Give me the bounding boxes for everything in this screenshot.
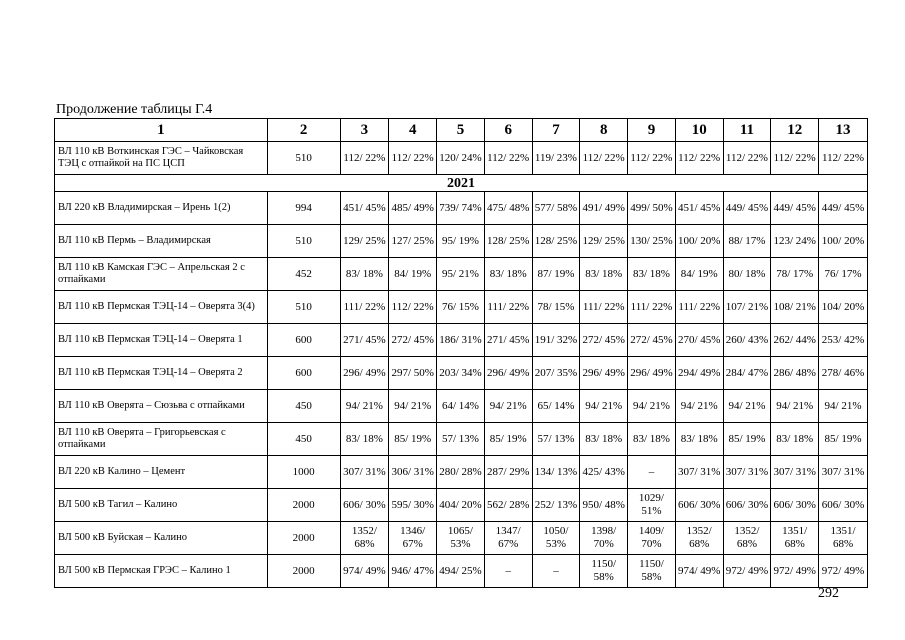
table-cell: 94/ 21%: [675, 390, 723, 423]
table-cell: 83/ 18%: [628, 423, 676, 456]
table-cell: 296/ 49%: [484, 357, 532, 390]
table-cell: 1000: [267, 456, 340, 489]
table-cell: 94/ 21%: [484, 390, 532, 423]
table-cell: 272/ 45%: [580, 324, 628, 357]
column-header-12: 12: [771, 119, 819, 142]
table-cell: 739/ 74%: [437, 192, 485, 225]
column-header-10: 10: [675, 119, 723, 142]
table-cell: 76/ 15%: [437, 291, 485, 324]
table-cell: 129/ 25%: [580, 225, 628, 258]
table-cell: 425/ 43%: [580, 456, 628, 489]
table-cell: 510: [267, 225, 340, 258]
table-cell: 491/ 49%: [580, 192, 628, 225]
table-cell: 85/ 19%: [389, 423, 437, 456]
table-cell: 499/ 50%: [628, 192, 676, 225]
table-cell: 450: [267, 423, 340, 456]
table-cell: 287/ 29%: [484, 456, 532, 489]
table-cell: 100/ 20%: [675, 225, 723, 258]
table-cell: 994: [267, 192, 340, 225]
table-cell: 296/ 49%: [628, 357, 676, 390]
table-cell: 450: [267, 390, 340, 423]
line-name-cell: ВЛ 110 кВ Пермская ТЭЦ-14 – Оверята 3(4): [55, 291, 268, 324]
table-cell: 510: [267, 291, 340, 324]
table-cell: 606/ 30%: [675, 489, 723, 522]
table-cell: 87/ 19%: [532, 258, 580, 291]
table-cell: 307/ 31%: [771, 456, 819, 489]
table-cell: 57/ 13%: [532, 423, 580, 456]
table-row: [55, 324, 868, 357]
table-cell: 65/ 14%: [532, 390, 580, 423]
page-number: 292: [818, 586, 839, 601]
table-cell: 111/ 22%: [580, 291, 628, 324]
table-cell: 104/ 20%: [819, 291, 868, 324]
table-cell: 297/ 50%: [389, 357, 437, 390]
table-cell: 84/ 19%: [389, 258, 437, 291]
table-cell: 1065/ 53%: [437, 522, 485, 555]
table-cell: 485/ 49%: [389, 192, 437, 225]
table-cell: 1352/ 68%: [675, 522, 723, 555]
column-header-11: 11: [723, 119, 771, 142]
table-cell: 100/ 20%: [819, 225, 868, 258]
table-cell: 595/ 30%: [389, 489, 437, 522]
table-cell: 1150/ 58%: [628, 555, 676, 588]
table-cell: 83/ 18%: [484, 258, 532, 291]
table-cell: 451/ 45%: [675, 192, 723, 225]
table-cell: 120/ 24%: [437, 142, 485, 175]
table-cell: 83/ 18%: [628, 258, 676, 291]
table-cell: 972/ 49%: [771, 555, 819, 588]
table-cell: 112/ 22%: [723, 142, 771, 175]
table-cell: 494/ 25%: [437, 555, 485, 588]
table-cell: 64/ 14%: [437, 390, 485, 423]
table-row: [55, 456, 868, 489]
table-cell: 111/ 22%: [628, 291, 676, 324]
table-cell: 83/ 18%: [771, 423, 819, 456]
table-cell: 83/ 18%: [675, 423, 723, 456]
table-cell: 1352/ 68%: [340, 522, 389, 555]
table-cell: 449/ 45%: [723, 192, 771, 225]
table-cell: 111/ 22%: [340, 291, 389, 324]
table-cell: 80/ 18%: [723, 258, 771, 291]
table-cell: 2000: [267, 522, 340, 555]
table-cell: 286/ 48%: [771, 357, 819, 390]
line-name-cell: ВЛ 500 кВ Тагил – Калино: [55, 489, 268, 522]
table-cell: 307/ 31%: [819, 456, 868, 489]
table-cell: 1351/ 68%: [771, 522, 819, 555]
table-cell: 85/ 19%: [819, 423, 868, 456]
table-row: [55, 192, 868, 225]
table-cell: 95/ 21%: [437, 258, 485, 291]
table-cell: 203/ 34%: [437, 357, 485, 390]
table-cell: 83/ 18%: [580, 258, 628, 291]
table-cell: 451/ 45%: [340, 192, 389, 225]
table-row: [55, 258, 868, 291]
table-cell: 296/ 49%: [580, 357, 628, 390]
table-cell: 1347/ 67%: [484, 522, 532, 555]
column-header-5: 5: [437, 119, 485, 142]
table-caption: Продолжение таблицы Г.4: [56, 102, 213, 117]
table-cell: 112/ 22%: [484, 142, 532, 175]
line-name-cell: ВЛ 500 кВ Буйская – Калино: [55, 522, 268, 555]
table-cell: 253/ 42%: [819, 324, 868, 357]
table-cell: 972/ 49%: [723, 555, 771, 588]
table-cell: 1351/ 68%: [819, 522, 868, 555]
table-cell: 972/ 49%: [819, 555, 868, 588]
column-header-6: 6: [484, 119, 532, 142]
table-cell: 252/ 13%: [532, 489, 580, 522]
table-cell: 296/ 49%: [340, 357, 389, 390]
table-cell: 307/ 31%: [675, 456, 723, 489]
table-cell: 946/ 47%: [389, 555, 437, 588]
table-cell: 577/ 58%: [532, 192, 580, 225]
table-cell: 112/ 22%: [580, 142, 628, 175]
column-header-13: 13: [819, 119, 868, 142]
table-cell: 600: [267, 324, 340, 357]
table-body: [55, 142, 868, 588]
table-cell: 974/ 49%: [675, 555, 723, 588]
table-cell: 307/ 31%: [340, 456, 389, 489]
table-cell: 94/ 21%: [340, 390, 389, 423]
table-cell: 284/ 47%: [723, 357, 771, 390]
table-cell: 278/ 46%: [819, 357, 868, 390]
table-cell: 1150/ 58%: [580, 555, 628, 588]
table-cell: 76/ 17%: [819, 258, 868, 291]
table-cell: 2000: [267, 555, 340, 588]
table-cell: 128/ 25%: [484, 225, 532, 258]
table-cell: 57/ 13%: [437, 423, 485, 456]
line-name-cell: ВЛ 110 кВ Камская ГЭС – Апрельская 2 с отпайками: [55, 258, 268, 291]
table-cell: 129/ 25%: [340, 225, 389, 258]
year-label: 2021: [55, 175, 868, 192]
table-row: [55, 142, 868, 175]
table-cell: 119/ 23%: [532, 142, 580, 175]
column-header-1: 1: [55, 119, 268, 142]
table-cell: 112/ 22%: [819, 142, 868, 175]
table-cell: 111/ 22%: [675, 291, 723, 324]
table-cell: 94/ 21%: [771, 390, 819, 423]
line-name-cell: ВЛ 110 кВ Оверята – Григорьевская с отпайками: [55, 423, 268, 456]
line-name-cell: ВЛ 220 кВ Владимирская – Ирень 1(2): [55, 192, 268, 225]
table-cell: 112/ 22%: [675, 142, 723, 175]
table-cell: 94/ 21%: [819, 390, 868, 423]
table-cell: 1352/ 68%: [723, 522, 771, 555]
table-row: [55, 522, 868, 555]
column-header-8: 8: [580, 119, 628, 142]
table-cell: 127/ 25%: [389, 225, 437, 258]
table-cell: 271/ 45%: [340, 324, 389, 357]
table-row: [55, 357, 868, 390]
table-cell: 95/ 19%: [437, 225, 485, 258]
table-cell: 191/ 32%: [532, 324, 580, 357]
table-cell: 270/ 45%: [675, 324, 723, 357]
table-cell: 84/ 19%: [675, 258, 723, 291]
table-cell: 272/ 45%: [628, 324, 676, 357]
line-name-cell: ВЛ 110 кВ Воткинская ГЭС – Чайковская ТЭЦ с отпайкой на ПС ЦСП: [55, 142, 268, 175]
table-cell: 510: [267, 142, 340, 175]
table-cell: 78/ 15%: [532, 291, 580, 324]
table-cell: 112/ 22%: [389, 291, 437, 324]
table-cell: 404/ 20%: [437, 489, 485, 522]
table-cell: 207/ 35%: [532, 357, 580, 390]
table-cell: 130/ 25%: [628, 225, 676, 258]
table-cell: 260/ 43%: [723, 324, 771, 357]
table-cell: 606/ 30%: [723, 489, 771, 522]
table-cell: 83/ 18%: [340, 258, 389, 291]
table-cell: 606/ 30%: [819, 489, 868, 522]
table-cell: –: [484, 555, 532, 588]
table-cell: 186/ 31%: [437, 324, 485, 357]
table-cell: –: [532, 555, 580, 588]
table-cell: 272/ 45%: [389, 324, 437, 357]
table-row: [55, 489, 868, 522]
column-header-9: 9: [628, 119, 676, 142]
table-row: [55, 423, 868, 456]
table-cell: 950/ 48%: [580, 489, 628, 522]
table-cell: 94/ 21%: [723, 390, 771, 423]
table-cell: 606/ 30%: [340, 489, 389, 522]
table-cell: 271/ 45%: [484, 324, 532, 357]
table-cell: 85/ 19%: [723, 423, 771, 456]
year-row: [55, 175, 868, 192]
header-row: [55, 119, 868, 142]
table-cell: 94/ 21%: [580, 390, 628, 423]
table-cell: 974/ 49%: [340, 555, 389, 588]
table-cell: 112/ 22%: [340, 142, 389, 175]
table-cell: 112/ 22%: [628, 142, 676, 175]
table-cell: 307/ 31%: [723, 456, 771, 489]
column-header-3: 3: [340, 119, 389, 142]
table-cell: 449/ 45%: [819, 192, 868, 225]
line-name-cell: ВЛ 110 кВ Пермская ТЭЦ-14 – Оверята 2: [55, 357, 268, 390]
table-cell: 107/ 21%: [723, 291, 771, 324]
table-cell: 111/ 22%: [484, 291, 532, 324]
data-table: [54, 118, 868, 588]
table-cell: 123/ 24%: [771, 225, 819, 258]
table-row: [55, 291, 868, 324]
table-cell: 1050/ 53%: [532, 522, 580, 555]
table-cell: 85/ 19%: [484, 423, 532, 456]
table-cell: 262/ 44%: [771, 324, 819, 357]
line-name-cell: ВЛ 500 кВ Пермская ГРЭС – Калино 1: [55, 555, 268, 588]
table-cell: 452: [267, 258, 340, 291]
table-cell: 83/ 18%: [340, 423, 389, 456]
column-header-7: 7: [532, 119, 580, 142]
table-cell: 88/ 17%: [723, 225, 771, 258]
table-cell: 294/ 49%: [675, 357, 723, 390]
table-cell: 1346/ 67%: [389, 522, 437, 555]
table-cell: 112/ 22%: [771, 142, 819, 175]
table-cell: 83/ 18%: [580, 423, 628, 456]
table-cell: 94/ 21%: [389, 390, 437, 423]
table-cell: 280/ 28%: [437, 456, 485, 489]
table-row: [55, 225, 868, 258]
table-cell: –: [628, 456, 676, 489]
table-cell: 1409/ 70%: [628, 522, 676, 555]
table-cell: 112/ 22%: [389, 142, 437, 175]
line-name-cell: ВЛ 220 кВ Калино – Цемент: [55, 456, 268, 489]
line-name-cell: ВЛ 110 кВ Пермь – Владимирская: [55, 225, 268, 258]
table-row: [55, 555, 868, 588]
table-cell: 94/ 21%: [628, 390, 676, 423]
table-cell: 562/ 28%: [484, 489, 532, 522]
table-cell: 128/ 25%: [532, 225, 580, 258]
column-header-2: 2: [267, 119, 340, 142]
table-cell: 1398/ 70%: [580, 522, 628, 555]
table-cell: 606/ 30%: [771, 489, 819, 522]
table-cell: 1029/ 51%: [628, 489, 676, 522]
table-cell: 600: [267, 357, 340, 390]
line-name-cell: ВЛ 110 кВ Пермская ТЭЦ-14 – Оверята 1: [55, 324, 268, 357]
table-cell: 2000: [267, 489, 340, 522]
table-row: [55, 390, 868, 423]
table-cell: 306/ 31%: [389, 456, 437, 489]
table-cell: 108/ 21%: [771, 291, 819, 324]
table-cell: 475/ 48%: [484, 192, 532, 225]
line-name-cell: ВЛ 110 кВ Оверята – Сюзьва с отпайками: [55, 390, 268, 423]
table-cell: 449/ 45%: [771, 192, 819, 225]
table-cell: 78/ 17%: [771, 258, 819, 291]
table-cell: 134/ 13%: [532, 456, 580, 489]
column-header-4: 4: [389, 119, 437, 142]
